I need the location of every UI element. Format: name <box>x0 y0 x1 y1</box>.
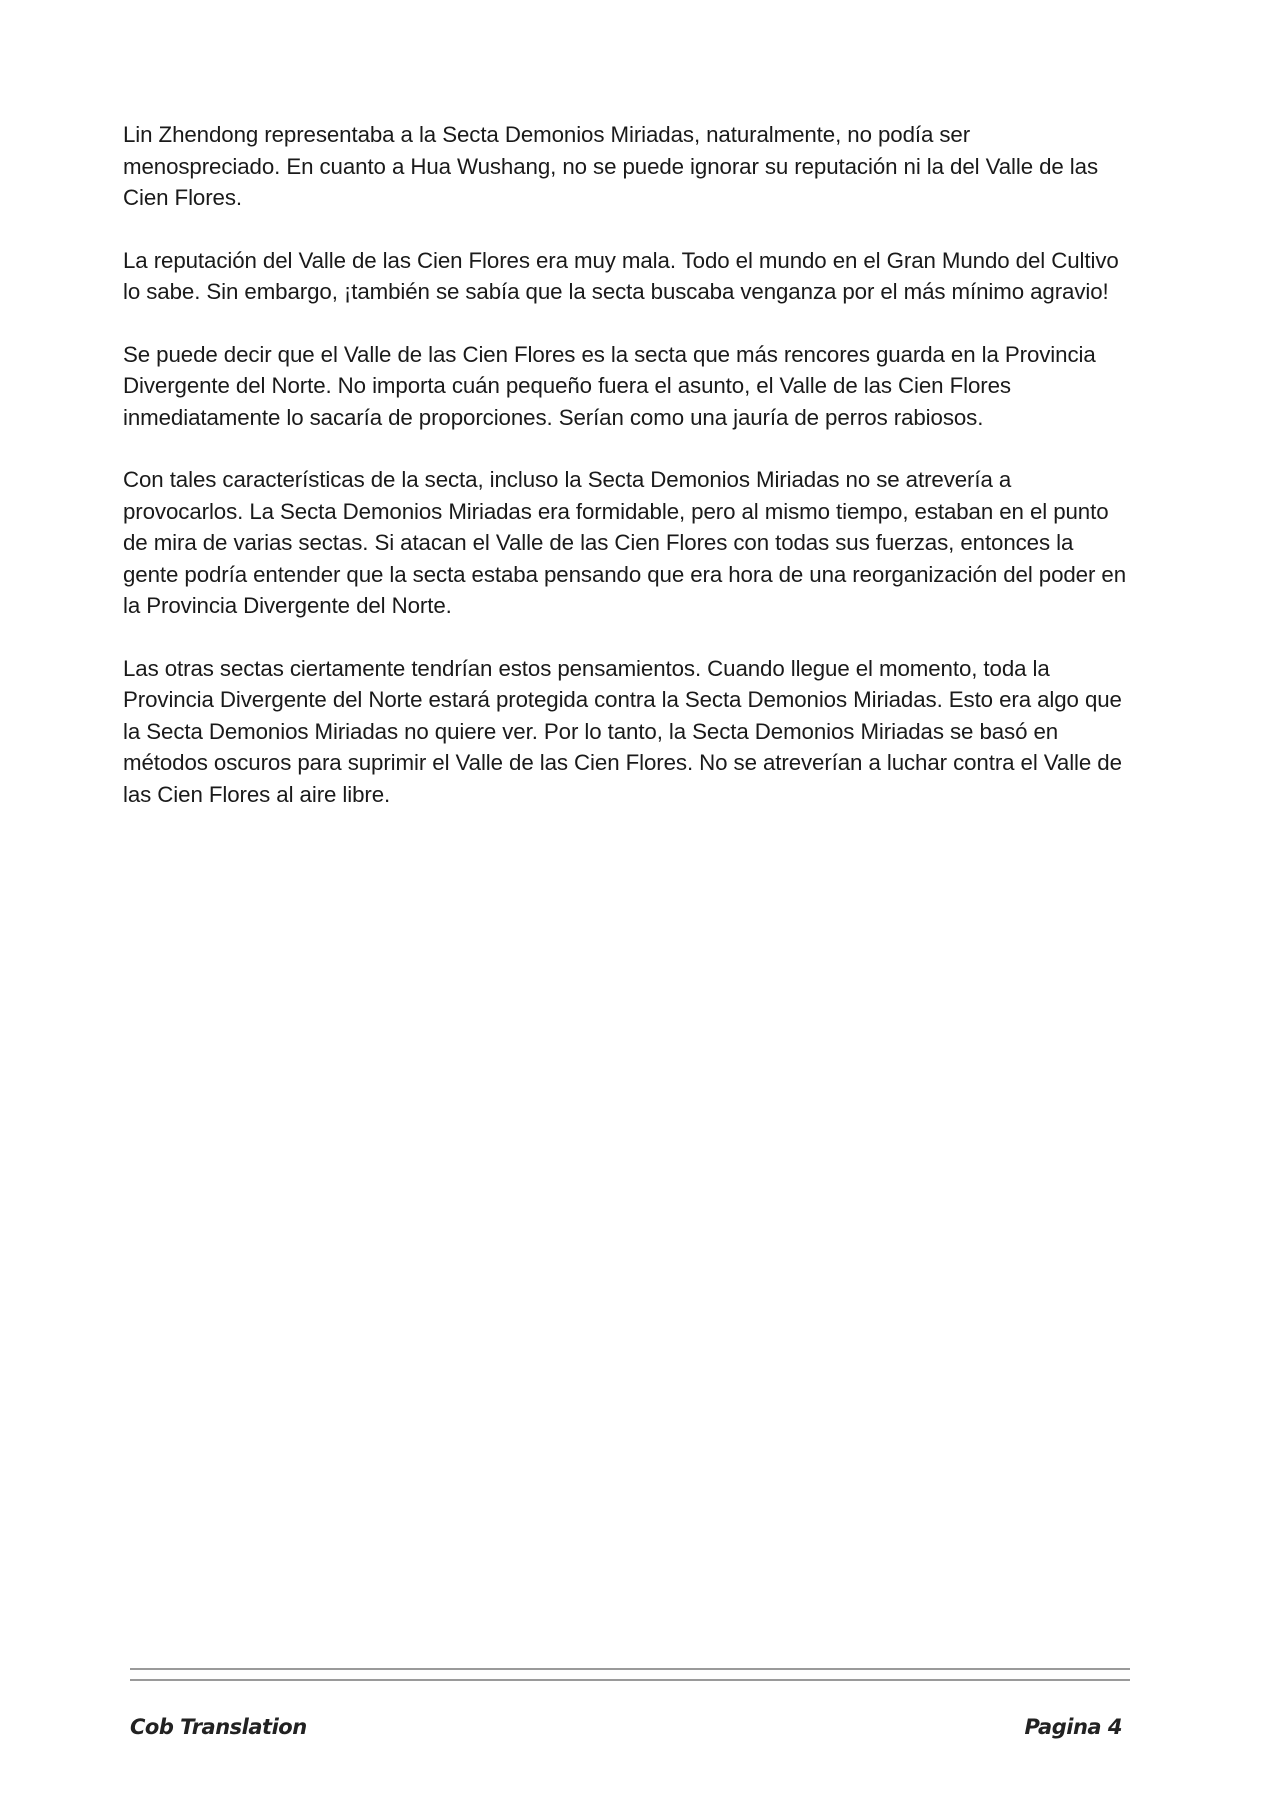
footer-divider-top <box>130 1668 1130 1670</box>
paragraph-1: Lin Zhendong representaba a la Secta Demonios Miriadas, naturalmente, no podía ser menospreciado. En cuanto a Hua Wushang, no se puede ignorar su reputación ni la del Valle de las Cien Flores. <box>123 122 1098 210</box>
footer-credit: Cob Translation <box>130 1715 307 1739</box>
page-number: Pagina 4 <box>1024 1715 1122 1739</box>
paragraph-4: Con tales características de la secta, incluso la Secta Demonios Miriadas no se atrevería a provocarlos. La Secta Demonios Miriadas era formidable, pero al mismo tiempo, estaban en el punto de mira de varias sectas. Si atacan el Valle de las Cien Flores con todas sus fuerzas, entonces la gente podría entender que la secta estaba pensando que era hora de una reorganización del poder en la Provincia Divergente del Norte. <box>123 467 1127 618</box>
paragraph-2: La reputación del Valle de las Cien Flores era muy mala. Todo el mundo en el Gran Mundo del Cultivo lo sabe. Sin embargo, ¡también se sabía que la secta buscaba venganza por el más mínimo agravio! <box>123 247 1119 304</box>
paragraph-3: Se puede decir que el Valle de las Cien Flores es la secta que más rencores guarda en la Provincia Divergente del Norte. No importa cuán pequeño fuera el asunto, el Valle de las Cien Flores inmediatamente lo sacaría de proporciones. Serían como una jauría de perros rabiosos. <box>123 341 1096 430</box>
footer-divider-bottom <box>130 1679 1130 1681</box>
paragraph-5: Las otras sectas ciertamente tendrían estos pensamientos. Cuando llegue el momento, toda la Provincia Divergente del Norte estará protegida contra la Secta Demonios Miriadas. Esto era algo que la Secta Demonios Miriadas no quiere ver. Por lo tanto, la Secta Demonios Miriadas se basó en métodos oscuros para suprimir el Valle de las Cien Flores. No se atreverían a luchar contra el Valle de las Cien Flores al aire libre. <box>123 655 1122 807</box>
document-body <box>123 119 1133 841</box>
